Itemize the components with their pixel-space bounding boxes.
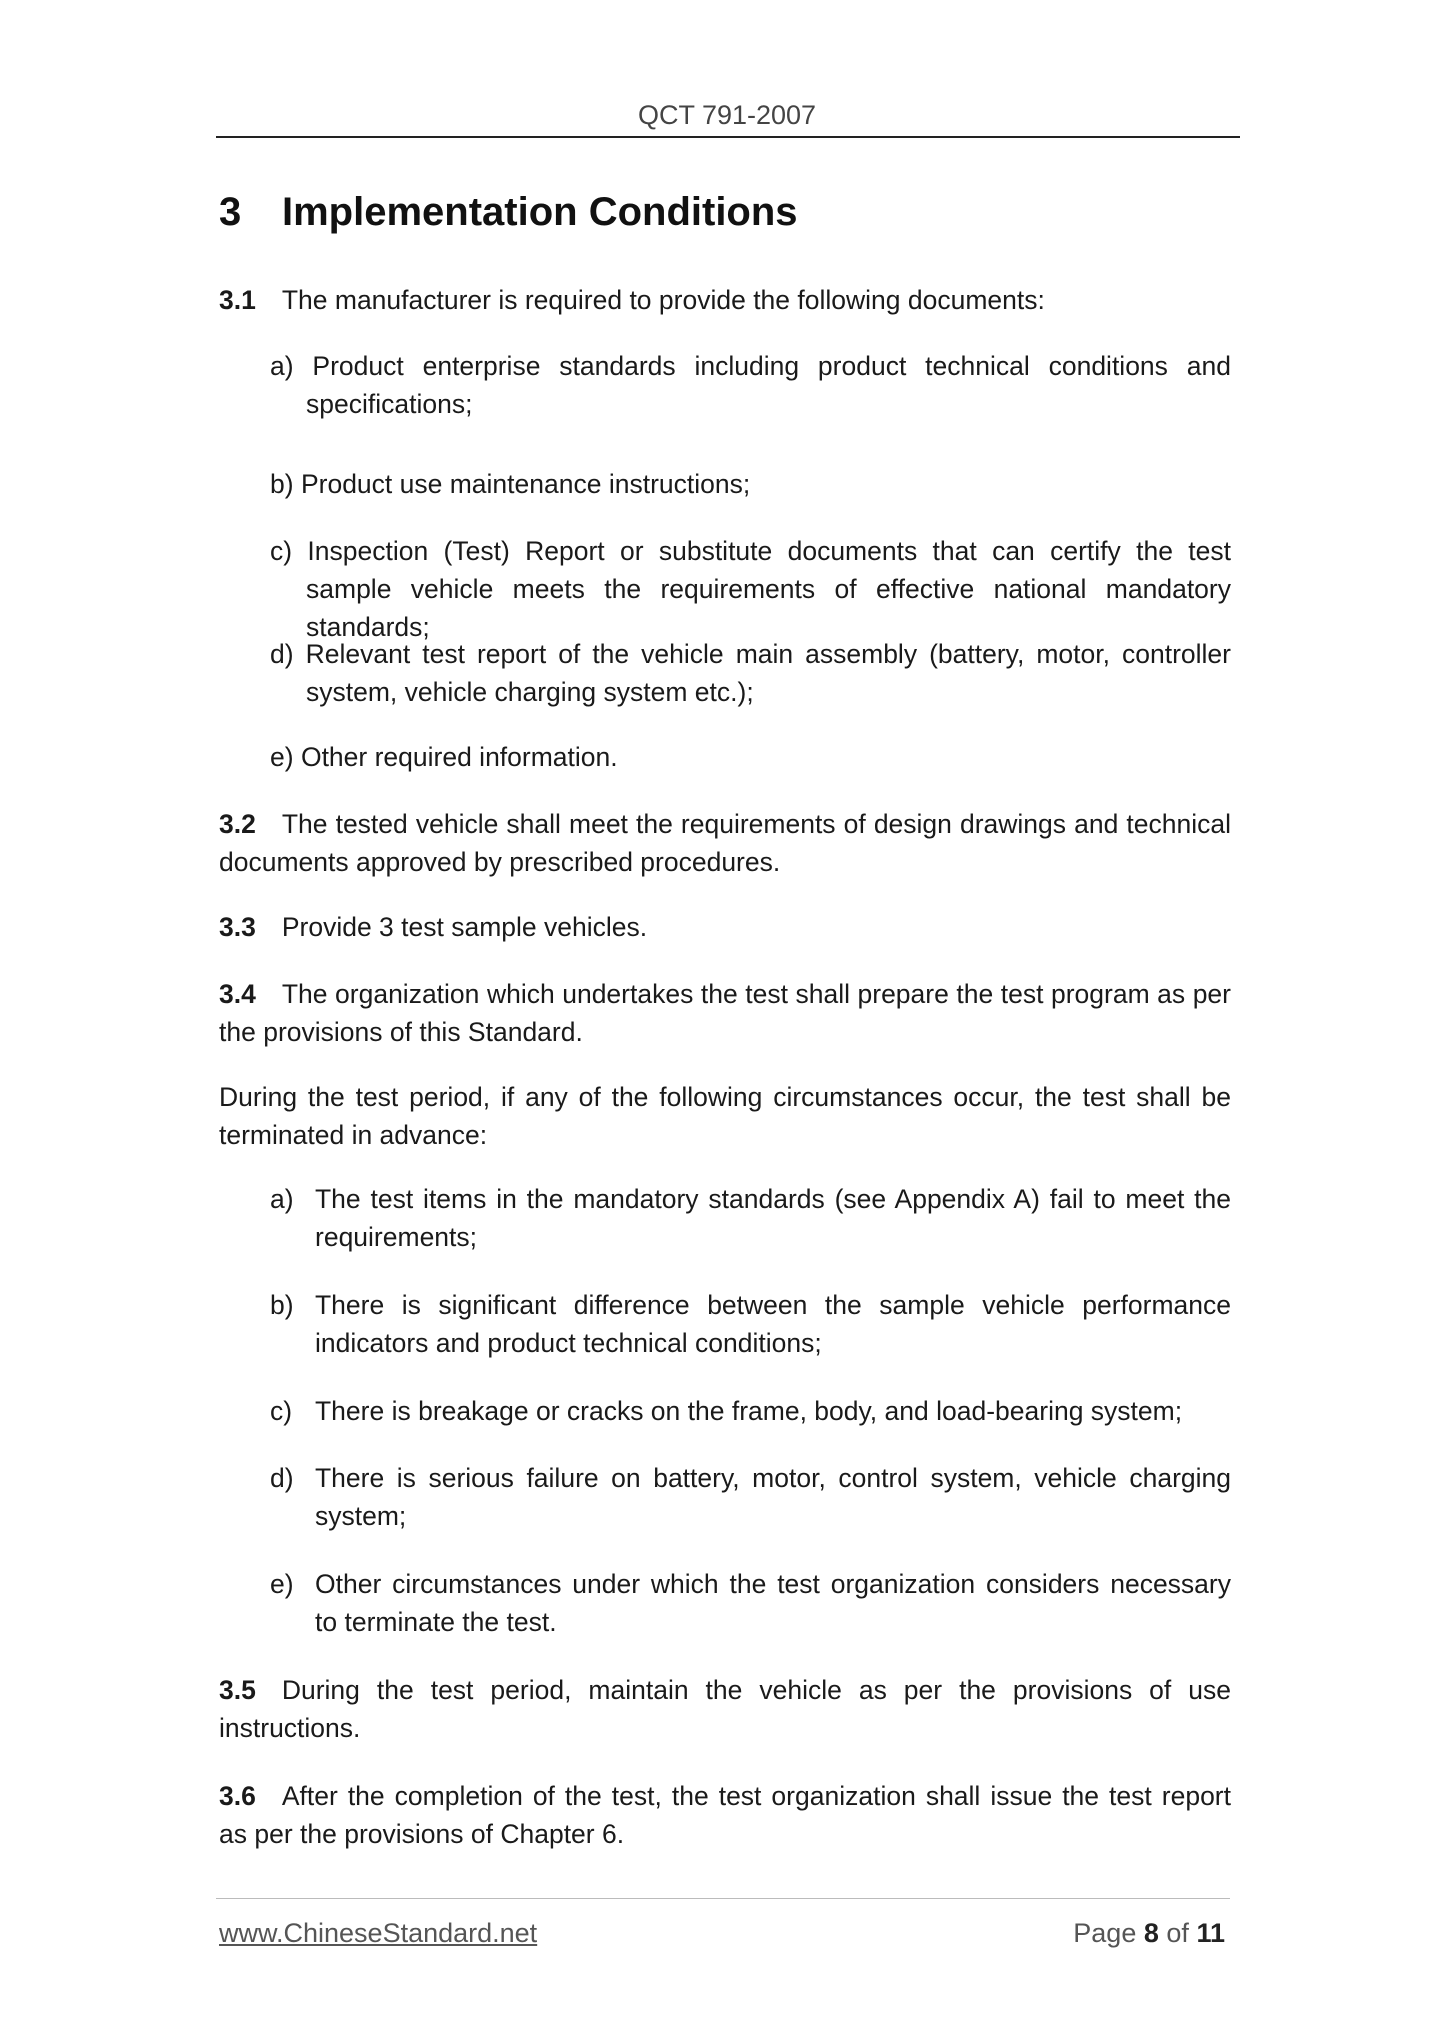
clause-number: 3.5: [219, 1675, 256, 1705]
clause-number: 3.6: [219, 1781, 256, 1811]
doc-item-c: [270, 532, 1231, 646]
term-item-e: [270, 1565, 1231, 1641]
item-marker: c): [270, 536, 293, 566]
item-text: Product use maintenance instructions;: [300, 469, 751, 499]
item-marker: e): [270, 742, 294, 772]
item-text: There is breakage or cracks on the frame, body, and load-bearing system;: [315, 1396, 1183, 1426]
item-text: Product enterprise standards including product technical conditions and specifications;: [306, 351, 1231, 419]
clause-3-4: [219, 975, 1231, 1051]
doc-item-b: [270, 465, 1231, 503]
doc-item-a: [270, 347, 1231, 423]
term-item-d: [270, 1459, 1231, 1535]
clause-number: 3.3: [219, 912, 256, 942]
item-marker: a): [270, 1184, 294, 1214]
clause-3-6: [219, 1777, 1231, 1853]
item-text: Other required information.: [300, 742, 618, 772]
section-number: 3: [219, 190, 242, 234]
item-text: There is significant difference between the sample vehicle performance indicators and product technical conditions;: [315, 1290, 1231, 1358]
page-prefix: Page: [1073, 1918, 1137, 1948]
clause-3-1: [219, 281, 1231, 319]
item-marker: a): [270, 351, 294, 381]
clause-number: 3.2: [219, 809, 256, 839]
item-marker: e): [270, 1569, 294, 1599]
page-current: 8: [1143, 1918, 1159, 1948]
clause-text: The manufacturer is required to provide the following documents:: [281, 285, 1045, 315]
header-rule: [216, 136, 1240, 138]
page-of: of: [1166, 1918, 1189, 1948]
clause-text: After the completion of the test, the test organization shall issue the test report as per the provisions of Chapter 6.: [219, 1781, 1231, 1849]
page-indicator: [1073, 1918, 1225, 1949]
item-text: Inspection (Test) Report or substitute documents that can certify the test sample vehicle meets the requirements of effective national mandatory standards;: [306, 536, 1231, 642]
clause-text: During the test period, maintain the vehicle as per the provisions of use instructions.: [219, 1675, 1231, 1743]
item-text: The test items in the mandatory standards (see Appendix A) fail to meet the requirements;: [315, 1184, 1231, 1252]
section-title: Implementation Conditions: [282, 190, 798, 234]
website-link[interactable]: www.ChineseStandard.net: [219, 1918, 538, 1948]
doc-item-e: [270, 738, 1231, 776]
item-marker: c): [270, 1396, 293, 1426]
clause-text: The organization which undertakes the test shall prepare the test program as per the provisions of this Standard.: [219, 979, 1231, 1047]
term-item-c: [270, 1392, 1231, 1430]
term-item-b: [270, 1286, 1231, 1362]
clause-text: Provide 3 test sample vehicles.: [281, 912, 648, 942]
item-text: Other circumstances under which the test organization considers necessary to terminate the test.: [315, 1569, 1231, 1637]
section-heading: [219, 190, 798, 235]
doc-item-d: [270, 635, 1231, 711]
clause-text: The tested vehicle shall meet the requirements of design drawings and technical documents approved by prescribed procedures.: [219, 809, 1231, 877]
clause-3-3: [219, 908, 1231, 946]
item-text: There is serious failure on battery, motor, control system, vehicle charging system;: [315, 1463, 1231, 1531]
clause-3-5: [219, 1671, 1231, 1747]
running-header: QCT 791-2007: [637, 100, 817, 130]
item-marker: d): [270, 639, 294, 669]
clause-number: 3.4: [219, 979, 256, 1009]
item-marker: b): [270, 1290, 294, 1320]
footer-rule: [216, 1898, 1230, 1899]
page-total: 11: [1196, 1918, 1225, 1948]
item-marker: d): [270, 1463, 294, 1493]
clause-number: 3.1: [219, 285, 256, 315]
item-text: Relevant test report of the vehicle main assembly (battery, motor, controller system, vehicle charging system etc.);: [305, 639, 1231, 707]
clause-3-2: [219, 805, 1231, 881]
item-marker: b): [270, 469, 294, 499]
term-item-a: [270, 1180, 1231, 1256]
termination-intro: During the test period, if any of the following circumstances occur, the test shall be terminated in advance:: [219, 1082, 1231, 1150]
